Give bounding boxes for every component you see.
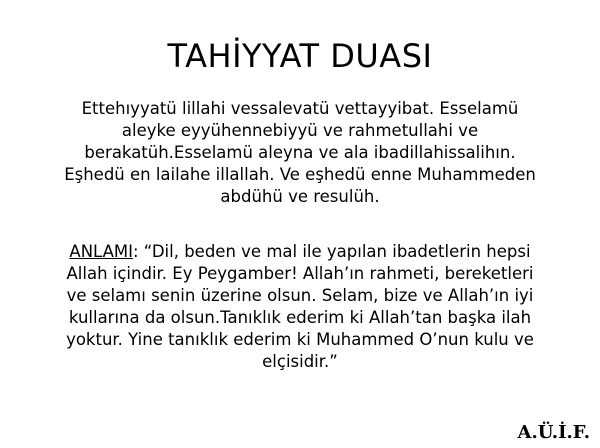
page-title: TAHİYYAT DUASI (167, 37, 433, 75)
meaning-line: elçisidir.” (262, 352, 338, 371)
meaning-first-line: : “Dil, beden ve mal ile yapılan ibadetlerin hepsi (133, 242, 531, 261)
footer-signature: A.Ü.İ.F. (517, 422, 590, 443)
prayer-line: berakatüh.Esselamü aleyna ve ala ibadillahissalihın. (84, 143, 516, 162)
meaning-line: yoktur. Yine tanıklık ederim ki Muhammed O’nun kulu ve (66, 330, 534, 349)
prayer-line: aleyke eyyühennebiyyü ve rahmetullahi ve (121, 121, 479, 140)
meaning-line: kullarına da olsun.Tanıklık ederim ki Allah’tan başka ilah (68, 308, 532, 327)
prayer-line: Eşhedü en lailahe illallah. Ve eşhedü enne Muhammeden (64, 165, 536, 184)
prayer-line: Ettehıyyatü lillahi vessalevatü vettayyibat. Esselamü (81, 99, 519, 118)
meaning-line: Allah içindir. Ey Peygamber! Allah’ın rahmeti, bereketleri (66, 264, 534, 283)
meaning-line (20, 241, 580, 263)
meaning-line: ve selamı senin üzerine olsun. Selam, bize ve Allah’ın iyi (66, 286, 534, 305)
prayer-meaning (20, 241, 580, 373)
meaning-label: ANLAMI (69, 242, 133, 261)
prayer-line: abdühü ve resulüh. (220, 187, 380, 206)
prayer-transliteration (20, 98, 580, 208)
